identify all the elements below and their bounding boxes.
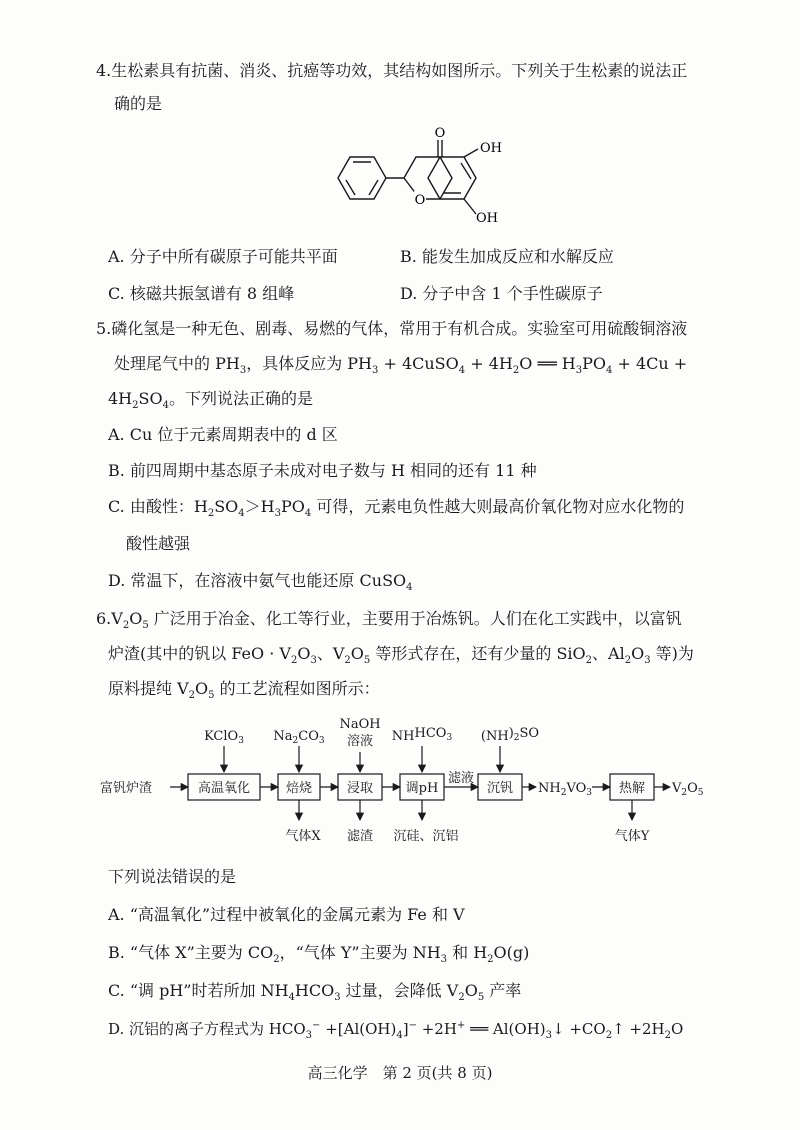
q5-option-b: B. 前四周期中基态原子未成对电子数与 H 相同的还有 11 种: [108, 461, 537, 480]
flow-reagent3-line2: 溶液: [346, 734, 374, 749]
q4-option-b: B. 能发生加成反应和水解反应: [400, 247, 614, 266]
page-footer: 高三化学 第 2 页(共 8 页): [307, 1064, 493, 1082]
flow-output4: 气体Y: [614, 829, 650, 844]
q5-option-d: D. 常温下，在溶液中氨气也能还原 CuSO$_4$: [108, 571, 413, 594]
q4-option-d: D. 分子中含 1 个手性碳原子: [400, 284, 603, 303]
flow-step1: 高温氧化: [197, 781, 251, 796]
flow-filtrate: 滤液: [447, 771, 475, 786]
flow-step3: 浸取: [346, 781, 374, 796]
oh-top-label: OH: [480, 141, 502, 156]
flow-mid-product: $NH_2VO_3$: [538, 781, 593, 798]
q5-option-a: A. Cu 位于元素周期表中的 d 区: [108, 425, 338, 444]
flow-output3: 沉硅、沉铝: [393, 829, 459, 844]
q5-stem-line1: [96, 318, 687, 340]
q4-option-c: C. 核磁共振氢谱有 8 组峰: [108, 284, 295, 303]
flow-reagent3-line1: NaOH: [339, 717, 381, 732]
q6-option-a: A. “高温氧化”过程中被氧化的金属元素为 Fe 和 V: [108, 905, 465, 924]
q4-stem-line1: [96, 60, 687, 82]
q6-option-d: D. 沉铝的离子方程式为 $HCO_3^- +[Al(OH)_4]^- +2H^+$ ══ $Al(OH)_3↓$ $+CO_2↑ +2H_2O$: [108, 1020, 684, 1041]
q5-option-c: C. 由酸性：$H_2SO_4>H_3PO_4$ 可得，元素电负性越大则最高价氧化物对应水化物的: [108, 497, 685, 520]
q4-number: 4.: [96, 61, 112, 80]
oh-bottom-label: OH: [476, 211, 498, 226]
q6-process-flowchart: [100, 712, 720, 862]
q5-stem-line3: $4H_2SO_4$。下列说法正确的是: [108, 389, 313, 412]
flow-reagent2: $Na_2CO_3$: [273, 729, 325, 746]
q6-stem-line3: 原料提纯 $V_2O_5$ 的工艺流程如图所示：: [108, 679, 380, 702]
flow-step6: 热解: [618, 781, 646, 796]
flow-output2: 滤渣: [346, 829, 374, 844]
q6-ask: 下列说法错误的是: [108, 867, 237, 886]
q4-stem-text: 生松素具有抗菌、消炎、抗癌等功效，其结构如图所示。下列关于生松素的说法正: [111, 61, 688, 80]
flow-step4: 调pH: [405, 781, 439, 796]
phenyl-ring: [338, 157, 386, 199]
q4-stem-line2: 确的是: [114, 94, 163, 113]
q5-stem-line2: 处理尾气中的 $PH_3$，具体反应为 $PH_3$ + 4CuSO$_4$ + $4H_2O$ ══ $H_3PO_4 + 4Cu$ +: [114, 354, 688, 377]
flow-reagent5: $(NH)_2SO$: [480, 726, 540, 744]
flow-reagent4: $NHHCO_3$: [391, 726, 453, 744]
flow-end-product: $V_2O_5$: [672, 781, 704, 798]
q6-stem-line1: $6.V_2O_5$ 广泛用于冶金、化工等行业，主要用于冶炼钒。人们在化工实践中，以富钒: [96, 609, 682, 632]
q4-structure-diagram: [320, 118, 520, 238]
q5-number: 5.: [96, 319, 112, 338]
flow-step5: 沉钒: [486, 781, 514, 796]
q6-stem-line2: 炉渣(其中的钒以 FeO · $V_2O_3$、$V_2O_5$ 等形式存在，还有少量的 SiO$_2$、$Al_2O_3$ 等)为: [108, 644, 694, 667]
flow-reagent1: KClO$_3$: [204, 729, 244, 746]
q5-option-c-line2: 酸性越强: [126, 534, 191, 553]
q6-number: 6.: [96, 609, 112, 628]
flow-output1: 气体X: [285, 829, 321, 844]
ring-oxygen-label: O: [414, 193, 426, 208]
q4-option-a: A. 分子中所有碳原子可能共平面: [108, 247, 338, 266]
q5-stem-text: 磷化氢是一种无色、剧毒、易燃的气体，常用于有机合成。实验室可用硫酸铜溶液: [111, 319, 688, 338]
q6-option-b: B. “气体 X”主要为 $CO_2$，“气体 Y”主要为 $NH_3$ 和 $H_2O(g)$: [108, 943, 530, 966]
carbonyl-oxygen-label: O: [434, 126, 446, 141]
flow-step2: 焙烧: [285, 781, 313, 796]
flow-start: 富钒炉渣: [100, 781, 153, 796]
q6-option-c: C. “调 pH”时若所加 $NH_4HCO_3$ 过量，会降低 $V_2O_5$ 产率: [108, 981, 522, 1004]
